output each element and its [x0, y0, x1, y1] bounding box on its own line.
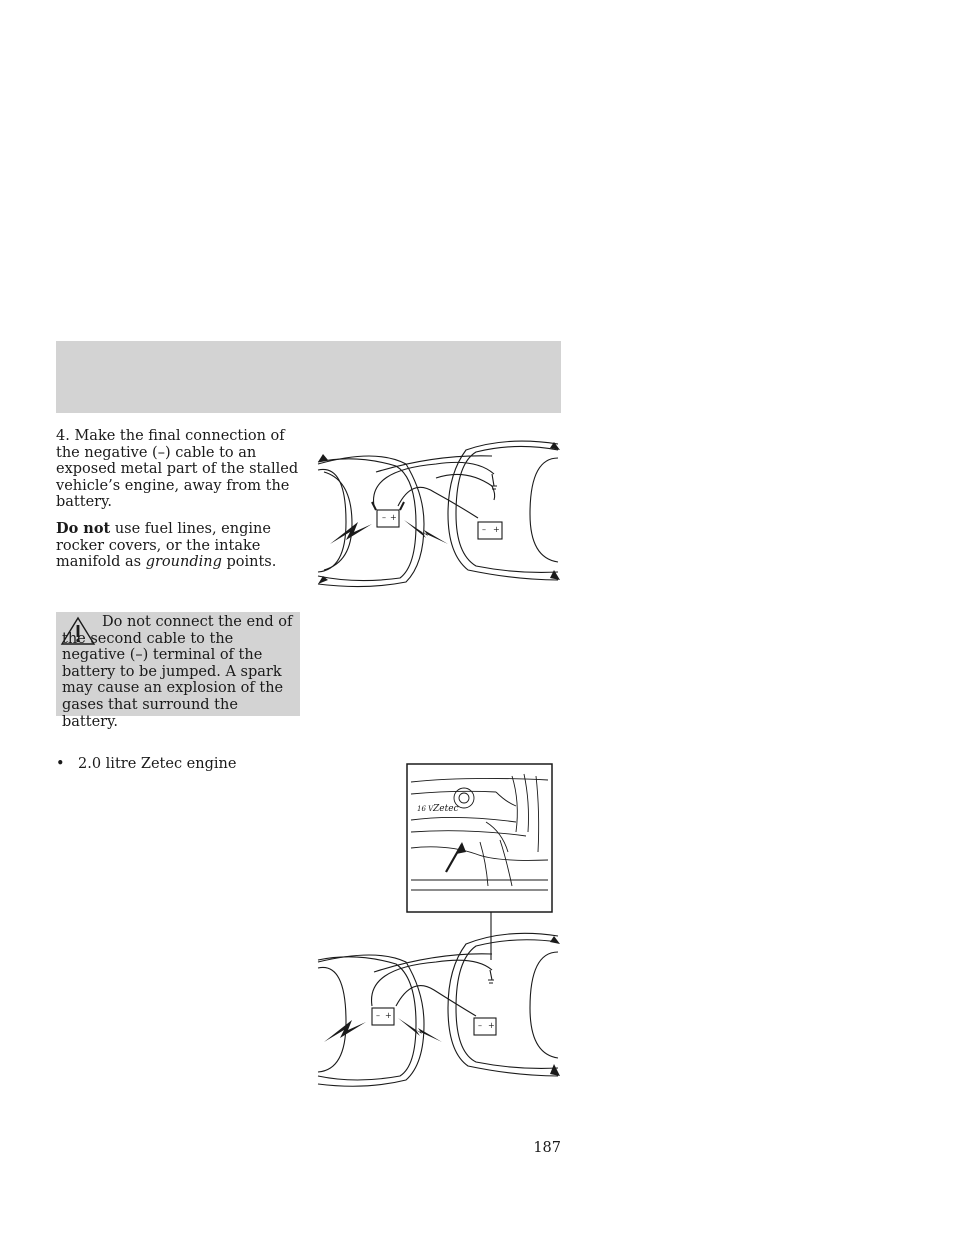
- section-header-band: [56, 341, 561, 413]
- svg-text:+: +: [385, 1011, 392, 1020]
- bullet-dot: •: [56, 756, 65, 772]
- grounding-term: grounding: [145, 554, 222, 571]
- stalled-battery-2: [474, 1018, 496, 1035]
- svg-text:–: –: [376, 1011, 380, 1020]
- step-text: Make the final connection of the negative (–) cable to an exposed metal part of the stalled vehicle’s engine, away from the battery.: [56, 428, 299, 511]
- svg-text:+: +: [493, 525, 500, 534]
- page-number: 187: [533, 1140, 561, 1156]
- ground-point-icon-2: [488, 970, 494, 983]
- donot-text-pre: use fuel lines, engine rocker covers, or the intake manifold as: [56, 521, 271, 571]
- bullet-item: [56, 756, 236, 773]
- svg-text:–: –: [478, 1021, 482, 1030]
- svg-text:+: +: [390, 513, 397, 522]
- engine-badge-zetec: Zetec: [433, 804, 459, 814]
- bullet-text: 2.0 litre Zetec engine: [78, 756, 237, 772]
- spark-icon-4: [398, 1018, 442, 1042]
- stalled-battery: [478, 522, 502, 539]
- engine-badge-16v: 16 V: [417, 805, 434, 813]
- svg-text:–: –: [482, 525, 486, 534]
- svg-text:+: +: [488, 1021, 495, 1030]
- booster-battery-2: [372, 1008, 394, 1025]
- warning-box: [56, 612, 300, 730]
- spark-icon-2: [404, 520, 448, 544]
- zetec-ground-diagram: [316, 762, 560, 1092]
- spark-icon: [330, 522, 372, 544]
- jump-start-diagram: [316, 434, 560, 592]
- grounding-caution-paragraph: [56, 521, 306, 571]
- step-number: 4.: [56, 428, 70, 444]
- svg-text:–: –: [382, 513, 386, 522]
- booster-battery: [372, 502, 404, 527]
- donot-text-post: points.: [221, 554, 277, 571]
- do-not-emphasis: Do not: [56, 520, 111, 537]
- warning-text: Do not connect the end of the second cable to the negative (–) terminal of the battery to be jumped. A spark may cause an explosion of the gases that surround the battery.: [62, 614, 293, 730]
- step-4-paragraph: [56, 428, 306, 511]
